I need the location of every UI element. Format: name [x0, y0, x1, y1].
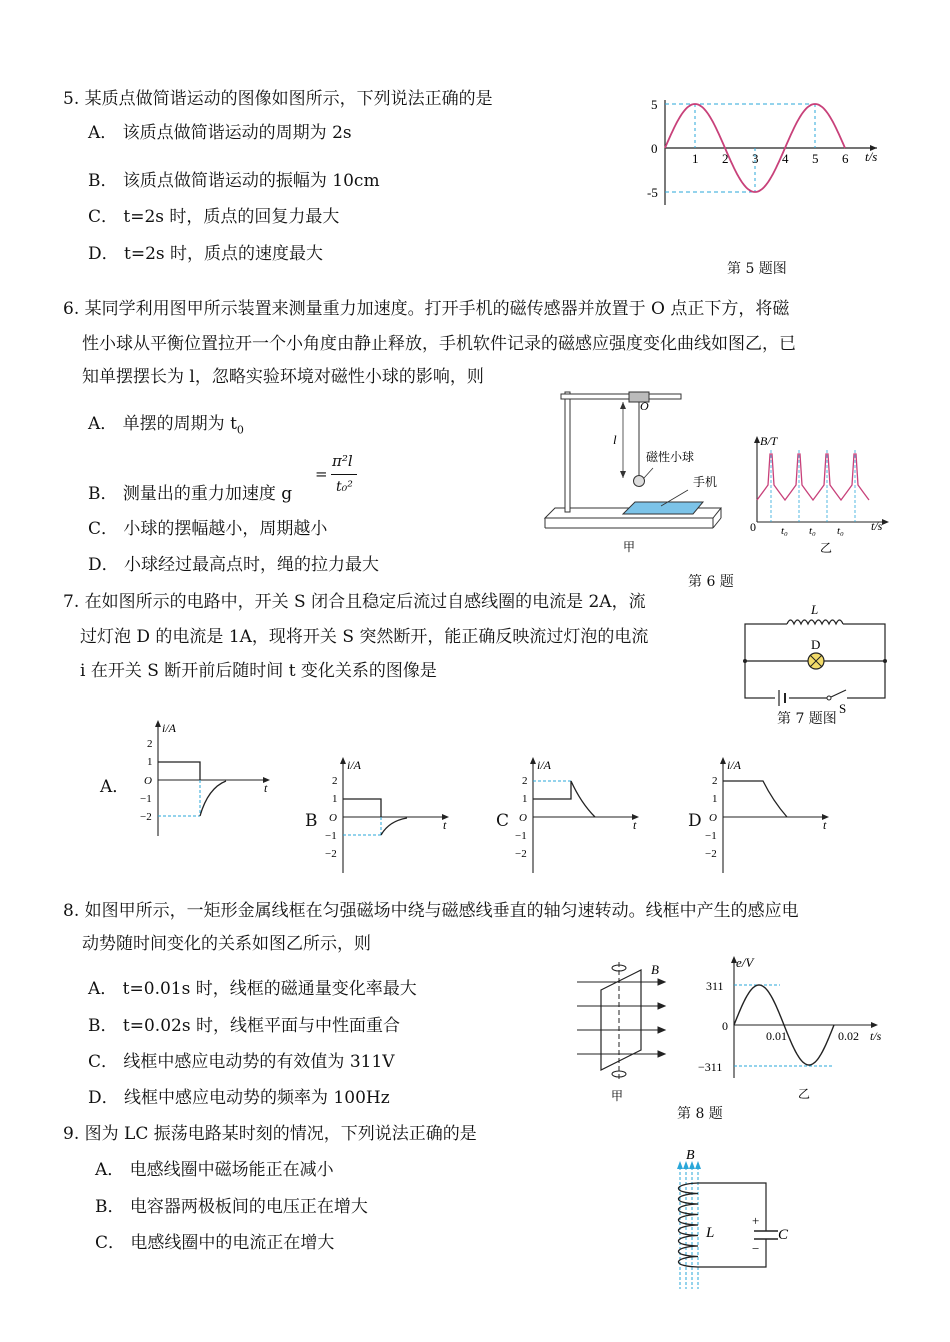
q6-caption: 第 6 题	[688, 574, 734, 590]
q7-c-ytick-2: 2	[522, 775, 528, 787]
q8-figure-et-graph	[690, 952, 890, 1102]
q6-label-jia: 甲	[623, 540, 636, 554]
q9-label-b: B	[686, 1148, 695, 1163]
q6-label-ball: 磁性小球	[646, 450, 695, 464]
q8-et-origin: 0	[722, 1019, 728, 1033]
q5-option-c: C． t=2s 时，质点的回复力最大	[88, 207, 340, 227]
q6-bt-tick-3: t₀	[837, 525, 844, 537]
q8-stem-line2: 动势随时间变化的关系如图乙所示，则	[82, 934, 371, 954]
q7-stem-line2: 过灯泡 D 的电流是 1A，现将开关 S 突然断开，能正确反映流过灯泡的电流	[80, 627, 649, 647]
q8-et-ylabel: e/V	[736, 955, 754, 970]
q5-xtick-2: 2	[722, 151, 729, 166]
q7-d-ytick-m2: −2	[705, 848, 717, 860]
q9-option-c: C． 电感线圈中的电流正在增大	[95, 1233, 335, 1253]
q7-a-xlabel: t	[264, 781, 268, 795]
q6-bt-origin: 0	[750, 520, 756, 534]
q6-label-yi: 乙	[820, 541, 833, 555]
q6-bt-ylabel: B/T	[760, 434, 778, 448]
q6-bt-curve	[757, 454, 869, 500]
q7-b-ytick-o: O	[329, 812, 337, 824]
q7-option-d-label: D	[688, 811, 702, 831]
q7-b-ytick-2: 2	[332, 775, 338, 787]
q6-option-c: C． 小球的摆幅越小，周期越小	[88, 519, 328, 539]
q8-figure-loop	[573, 958, 673, 1108]
q5-ytick-0: 0	[651, 141, 658, 156]
q8-et-x2: 0.02	[838, 1029, 859, 1043]
q6-formula-num: π²l	[332, 452, 353, 470]
q8-label-yi: 乙	[798, 1087, 811, 1101]
q5-xtick-4: 4	[782, 151, 789, 166]
q6-option-d: D． 小球经过最高点时，绳的拉力最大	[88, 555, 380, 575]
q6-stem-line1: 6. 某同学利用图甲所示装置来测量重力加速度。打开手机的磁传感器并放置于 O 点正下方，将磁	[63, 299, 790, 319]
q7-d-ytick-1: 1	[712, 793, 718, 805]
q7-d-ylabel: i/A	[727, 758, 741, 772]
q6-bt-xlabel: t/s	[871, 519, 883, 533]
q7-a-ytick-m1: −1	[140, 793, 152, 805]
q5-option-d: D． t=2s 时，质点的速度最大	[88, 244, 324, 264]
q7-b-ytick-m1: −1	[325, 830, 337, 842]
q5-xtick-5: 5	[812, 151, 819, 166]
q6-stem-line3: 知单摆摆长为 l，忽略实验环境对磁性小球的影响，则	[82, 367, 484, 387]
q5-ytick-5: 5	[651, 97, 658, 112]
q8-option-a: A． t=0.01s 时，线框的磁通量变化率最大	[88, 979, 417, 999]
q7-option-c-label: C	[496, 811, 510, 831]
q9-label-minus: −	[752, 1241, 760, 1256]
q8-et-ymax: 311	[706, 979, 724, 993]
q6-option-a-sub: 0	[236, 423, 244, 437]
q7-a-ytick-1: 1	[147, 756, 153, 768]
q7-graph-a	[130, 718, 270, 838]
q7-label-d: D	[811, 637, 821, 652]
q6-formula-eq: =	[315, 465, 328, 483]
q8-label-jia: 甲	[611, 1089, 624, 1103]
q9-option-b: B． 电容器两极板间的电压正在增大	[95, 1197, 368, 1217]
q7-label-s: S	[839, 701, 847, 716]
q7-label-l: L	[811, 602, 819, 617]
q7-a-ytick-m2: −2	[140, 811, 152, 823]
q5-xtick-3: 3	[752, 151, 759, 166]
q9-label-c: C	[778, 1227, 789, 1243]
q7-c-ytick-1: 1	[522, 793, 528, 805]
q7-d-ytick-m1: −1	[705, 830, 717, 842]
q6-option-a-text: A． 单摆的周期为 t	[88, 414, 237, 434]
q7-d-xlabel: t	[823, 818, 827, 832]
q7-a-ytick-o: O	[144, 775, 152, 787]
q7-graph-c	[505, 755, 645, 875]
q7-option-a-label: A．	[100, 777, 130, 797]
q6-label-l: l	[613, 432, 617, 447]
q9-option-a: A． 电感线圈中磁场能正在减小	[95, 1160, 334, 1180]
q7-c-ytick-m1: −1	[515, 830, 527, 842]
q8-option-b: B． t=0.02s 时，线框平面与中性面重合	[88, 1016, 400, 1036]
q8-stem-line1: 8. 如图甲所示，一矩形金属线框在匀强磁场中绕与磁感线垂直的轴匀速转动。线框中产生的感应电	[63, 901, 799, 921]
q7-stem-line1: 7. 在如图所示的电路中，开关 S 闭合且稳定后流过自感线圈的电流是 2A，流	[63, 592, 646, 612]
q6-formula-den: t₀²	[336, 479, 353, 495]
q5-caption: 第 5 题图	[727, 261, 787, 277]
q7-a-ylabel: i/A	[162, 721, 176, 735]
q7-c-ytick-o: O	[519, 812, 527, 824]
q9-stem: 9. 图为 LC 振荡电路某时刻的情况，下列说法正确的是	[63, 1124, 477, 1144]
q7-caption: 第 7 题图	[777, 711, 837, 727]
q7-axes-a	[155, 720, 270, 836]
q8-option-c: C． 线框中感应电动势的有效值为 311V	[88, 1052, 395, 1072]
q7-graph-b	[315, 755, 455, 875]
q7-a-ytick-2: 2	[147, 738, 153, 750]
q8-caption: 第 8 题	[677, 1106, 723, 1122]
q7-d-ytick-2: 2	[712, 775, 718, 787]
q9-label-l: L	[706, 1225, 715, 1241]
q6-figure-bt-graph	[745, 430, 895, 560]
q6-bt-tick-1: t₀	[781, 525, 788, 537]
q6-label-phone: 手机	[693, 475, 718, 489]
q5-stem: 5. 某质点做简谐运动的图像如图所示，下列说法正确的是	[63, 89, 493, 109]
q9-lc-circuit	[668, 1145, 798, 1295]
q6-bt-tick-2: t₀	[809, 525, 816, 537]
q6-option-a	[88, 413, 244, 441]
q7-graph-d	[695, 755, 835, 875]
q6-formula-bar	[331, 474, 357, 475]
q7-b-xlabel: t	[443, 818, 447, 832]
q9-coil	[679, 1183, 699, 1267]
q7-d-ytick-o: O	[709, 812, 717, 824]
q8-et-x1: 0.01	[766, 1029, 787, 1043]
q5-option-b: B． 该质点做简谐运动的振幅为 10cm	[88, 171, 380, 191]
q9-label-plus: +	[752, 1213, 760, 1228]
q7-b-ytick-1: 1	[332, 793, 338, 805]
q7-circuit-diagram	[741, 602, 891, 716]
q7-c-ytick-m2: −2	[515, 848, 527, 860]
q5-option-a: A． 该质点做简谐运动的周期为 2s	[88, 123, 352, 143]
q8-label-b: B	[651, 962, 659, 977]
q8-option-d: D． 线框中感应电动势的频率为 100Hz	[88, 1088, 390, 1108]
q5-xlabel: t/s	[865, 149, 878, 164]
q6-option-b: B． 测量出的重力加速度 g	[88, 484, 293, 504]
q7-c-xlabel: t	[633, 818, 637, 832]
q6-figure-pendulum	[543, 388, 733, 558]
q5-ytick-minus5: -5	[647, 185, 658, 200]
q8-et-ymin: −311	[698, 1060, 723, 1074]
q6-label-o: O	[640, 399, 649, 413]
q7-c-ylabel: i/A	[537, 758, 551, 772]
q7-b-ylabel: i/A	[347, 758, 361, 772]
q6-stem-line2: 性小球从平衡位置拉开一个小角度由静止释放，手机软件记录的磁感应强度变化曲线如图乙，已	[82, 334, 796, 354]
q7-option-b-label: B	[305, 811, 318, 831]
q5-sine-graph	[645, 90, 885, 215]
q5-xtick-6: 6	[842, 151, 849, 166]
q8-et-xlabel: t/s	[870, 1029, 882, 1043]
q7-stem-line3: i 在开关 S 断开前后随时间 t 变化关系的图像是	[80, 661, 437, 681]
q5-xtick-1: 1	[692, 151, 699, 166]
q7-b-ytick-m2: −2	[325, 848, 337, 860]
